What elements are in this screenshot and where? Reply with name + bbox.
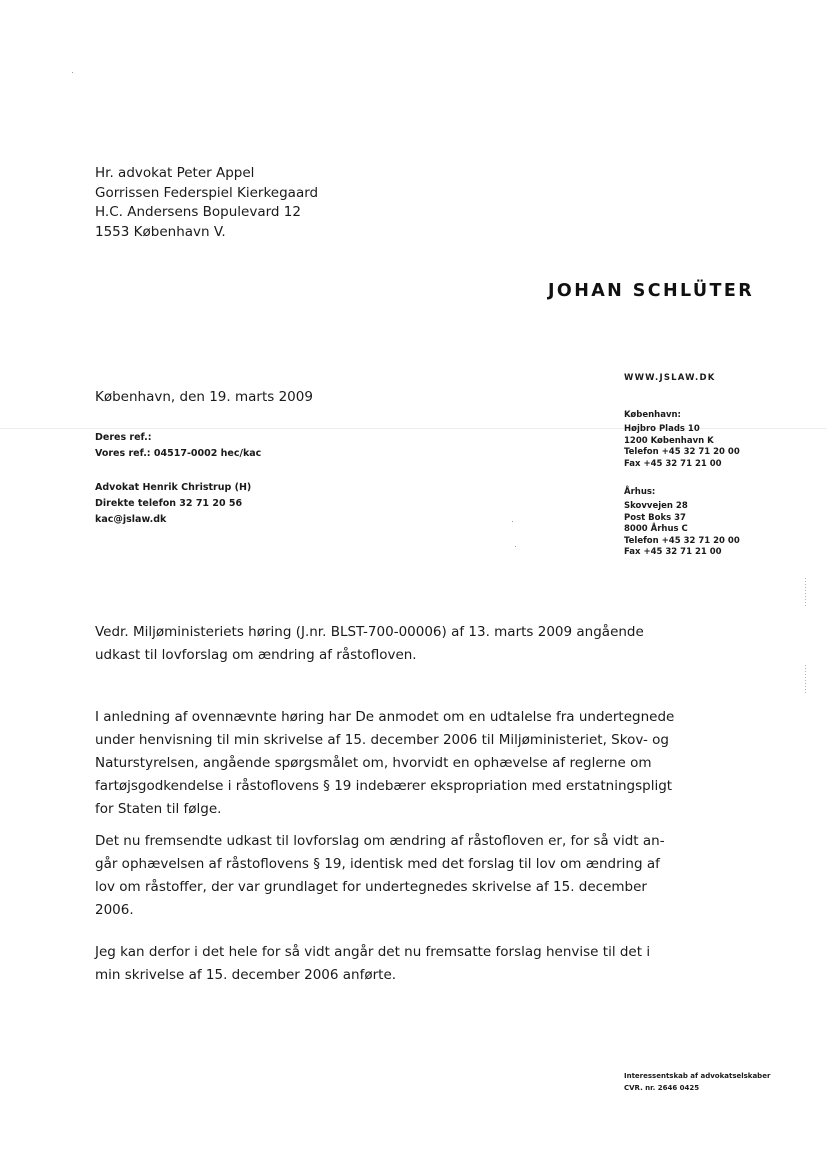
subject-text: Vedr. Miljøministeriets høring (J.nr. BLST-700-00006) af 13. marts 2009 angående	[95, 624, 644, 640]
paragraph-line: går ophævelsen af råstoflovens § 19, identisk med det forslag til lov om ændring af	[95, 856, 660, 872]
paragraph-line: Naturstyrelsen, angående spørgsmålet om, hvorvidt en ophævelse af reglerne om	[95, 755, 652, 771]
footer-company-type: Interessentskab af advokatselskaber	[624, 1072, 771, 1080]
office-fax: Fax +45 32 71 21 00	[624, 547, 722, 558]
office-label: København:	[624, 410, 681, 420]
office-pobox: Post Boks 37	[624, 512, 686, 523]
contact-name: Advokat Henrik Christrup (H)	[95, 482, 252, 493]
paragraph-line: 2006.	[95, 902, 134, 918]
our-reference: Vores ref.: 04517-0002 hec/kac	[95, 448, 262, 459]
body-paragraph-2	[95, 830, 665, 922]
office-phone: Telefon +45 32 71 20 00	[624, 447, 740, 458]
reference-block	[95, 430, 261, 462]
contact-email: kac@jslaw.dk	[95, 514, 167, 525]
paragraph-line: lov om råstoffer, der var grundlaget for undertegnedes skrivelse af 15. december	[95, 879, 647, 895]
scan-speck	[515, 546, 516, 547]
paragraph-line: Jeg kan derfor i det hele for så vidt angår det nu fremsatte forslag henvise til det i	[95, 944, 651, 960]
dateline: København, den 19. marts 2009	[95, 389, 313, 405]
recipient-address	[95, 164, 318, 242]
paragraph-line: I anledning af ovennævnte høring har De anmodet om en udtalelse fra undertegnede	[95, 709, 675, 725]
scan-speck	[805, 578, 806, 608]
office-aarhus	[624, 487, 740, 558]
scan-speck	[805, 665, 806, 695]
company-registration-footer	[624, 1070, 770, 1094]
office-street: Skovvejen 28	[624, 501, 688, 512]
firm-website: WWW.JSLAW.DK	[624, 373, 716, 383]
scan-speck	[512, 521, 513, 522]
subject-text: udkast til lovforslag om ændring af råstofloven.	[95, 647, 417, 663]
scan-speck	[72, 72, 73, 73]
body-paragraph-1	[95, 706, 675, 821]
recipient-line: Hr. advokat Peter Appel	[95, 165, 255, 181]
office-fax: Fax +45 32 71 21 00	[624, 458, 722, 469]
subject-line	[95, 621, 644, 667]
recipient-line: H.C. Andersens Bopulevard 12	[95, 204, 301, 220]
paragraph-line: fartøjsgodkendelse i råstoflovens § 19 indebærer ekspropriation med erstatningspligt	[95, 778, 673, 794]
paragraph-line: under henvisning til min skrivelse af 15. december 2006 til Miljøministeriet, Skov- og	[95, 732, 669, 748]
firm-logo: JOHAN SCHLÜTER	[548, 281, 755, 301]
paragraph-line: for Staten til følge.	[95, 801, 222, 817]
footer-cvr: CVR. nr. 2646 0425	[624, 1084, 700, 1092]
paragraph-line: min skrivelse af 15. december 2006 anførte.	[95, 967, 397, 983]
paragraph-line: Det nu fremsendte udkast til lovforslag om ændring af råstofloven er, for så vidt an-	[95, 833, 665, 849]
office-street: Højbro Plads 10	[624, 424, 700, 435]
office-copenhagen	[624, 410, 740, 470]
office-label: Århus:	[624, 487, 656, 497]
recipient-line: 1553 København V.	[95, 223, 226, 240]
their-reference: Deres ref.:	[95, 432, 152, 443]
office-city: 8000 Århus C	[624, 524, 688, 535]
contact-block	[95, 480, 251, 528]
body-paragraph-3	[95, 941, 651, 987]
recipient-line: Gorrissen Federspiel Kierkegaard	[95, 184, 319, 201]
office-phone: Telefon +45 32 71 20 00	[624, 535, 740, 546]
office-city: 1200 København K	[624, 435, 714, 446]
contact-phone: Direkte telefon 32 71 20 56	[95, 498, 243, 509]
